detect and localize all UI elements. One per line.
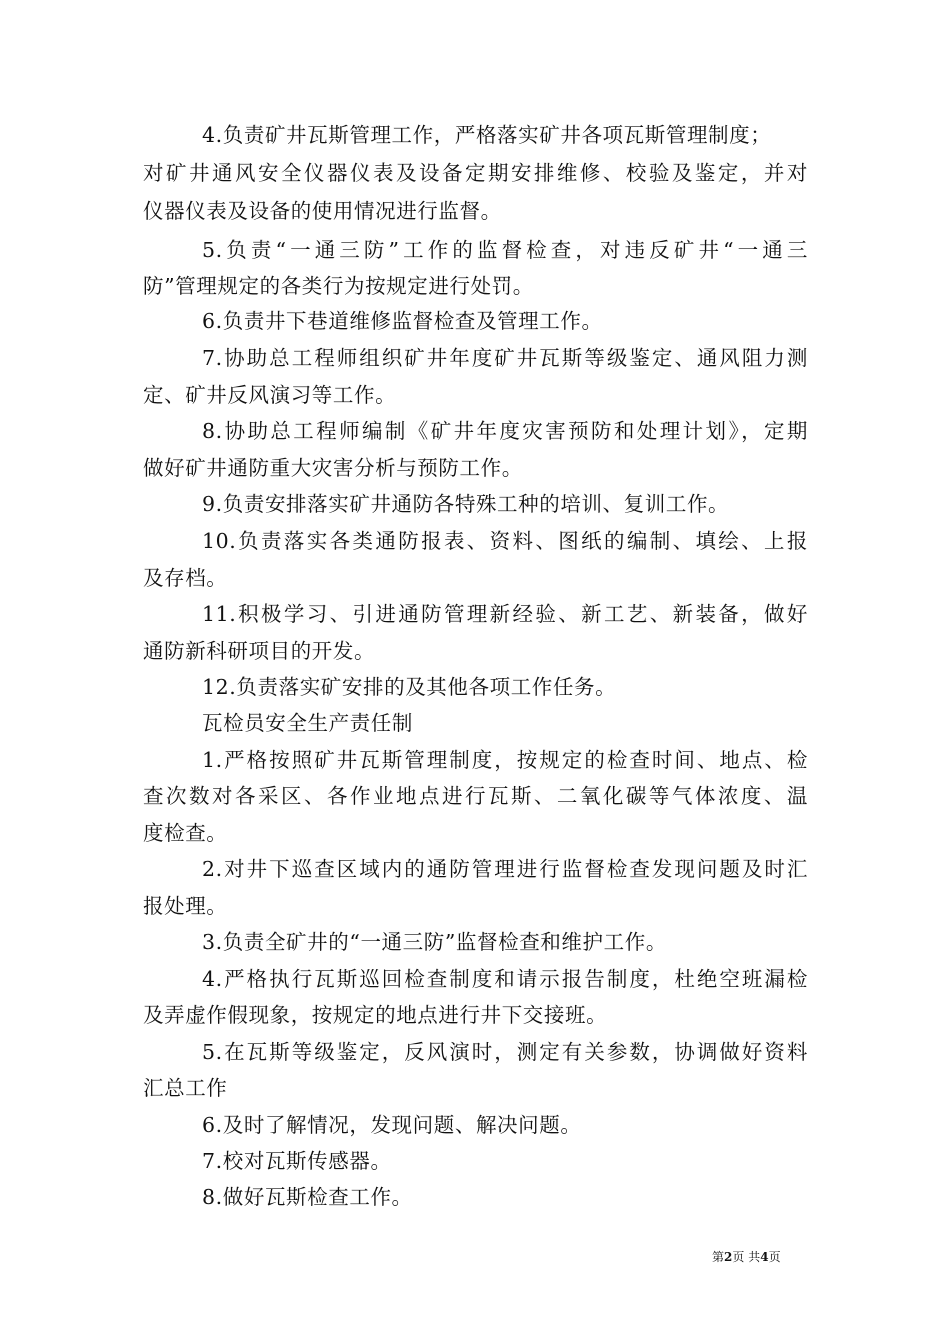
text-line: 2.对井下巡查区域内的通防管理进行监督检查发现问题及时汇	[202, 857, 808, 881]
text-line: 3.负责全矿井的“一通三防”监督检查和维护工作。	[202, 930, 667, 954]
text-line: 5.负责“一通三防”工作的监督检查，对违反矿井“一通三	[202, 238, 808, 262]
total-pages-number: 4	[760, 1250, 769, 1264]
text-line: 11.积极学习、引进通防管理新经验、新工艺、新装备，做好	[202, 602, 808, 626]
text-line: 做好矿井通防重大灾害分析与预防工作。	[143, 456, 523, 480]
text-line: 4.负责矿井瓦斯管理工作，严格落实矿井各项瓦斯管理制度；	[202, 123, 772, 147]
text-line: 通防新科研项目的开发。	[143, 639, 376, 663]
footer-suffix: 页	[768, 1250, 781, 1264]
text-line: 1.严格按照矿井瓦斯管理制度，按规定的检查时间、地点、检	[202, 748, 808, 772]
text-line: 12.负责落实矿安排的及其他各项工作任务。	[202, 675, 617, 699]
text-line: 度检查。	[143, 821, 228, 845]
text-line: 6.及时了解情况，发现问题、解决问题。	[202, 1113, 582, 1137]
text-line: 汇总工作	[143, 1076, 228, 1100]
text-line: 对矿井通风安全仪器仪表及设备定期安排维修、校验及鉴定，并对	[143, 161, 808, 185]
text-line: 8.协助总工程师编制《矿井年度灾害预防和处理计划》，定期	[202, 419, 808, 443]
text-line: 防”管理规定的各类行为按规定进行处罚。	[143, 274, 534, 298]
text-line: 及存档。	[143, 566, 228, 590]
text-line: 4.严格执行瓦斯巡回检查制度和请示报告制度，杜绝空班漏检	[202, 967, 808, 991]
text-line: 8.做好瓦斯检查工作。	[202, 1185, 413, 1209]
text-line: 7.协助总工程师组织矿井年度矿井瓦斯等级鉴定、通风阻力测	[202, 346, 808, 370]
text-line: 报处理。	[143, 894, 228, 918]
text-line: 及弄虚作假现象，按规定的地点进行井下交接班。	[143, 1003, 608, 1027]
footer-prefix: 第	[712, 1250, 725, 1264]
text-line: 9.负责安排落实矿井通防各特殊工种的培训、复训工作。	[202, 492, 730, 516]
text-line: 仪器仪表及设备的使用情况进行监督。	[143, 199, 502, 223]
section-heading: 瓦检员安全生产责任制	[202, 711, 413, 735]
page-footer	[712, 1249, 781, 1265]
footer-middle: 页 共	[732, 1250, 761, 1264]
text-line: 6.负责井下巷道维修监督检查及管理工作。	[202, 309, 603, 333]
current-page-number: 2	[724, 1250, 733, 1264]
text-line: 10.负责落实各类通防报表、资料、图纸的编制、填绘、上报	[202, 529, 808, 553]
text-line: 7.校对瓦斯传感器。	[202, 1149, 392, 1173]
text-line: 查次数对各采区、各作业地点进行瓦斯、二氧化碳等气体浓度、温	[143, 784, 808, 808]
text-line: 定、矿井反风演习等工作。	[143, 383, 397, 407]
text-line: 5.在瓦斯等级鉴定，反风演时，测定有关参数，协调做好资料	[202, 1040, 808, 1064]
